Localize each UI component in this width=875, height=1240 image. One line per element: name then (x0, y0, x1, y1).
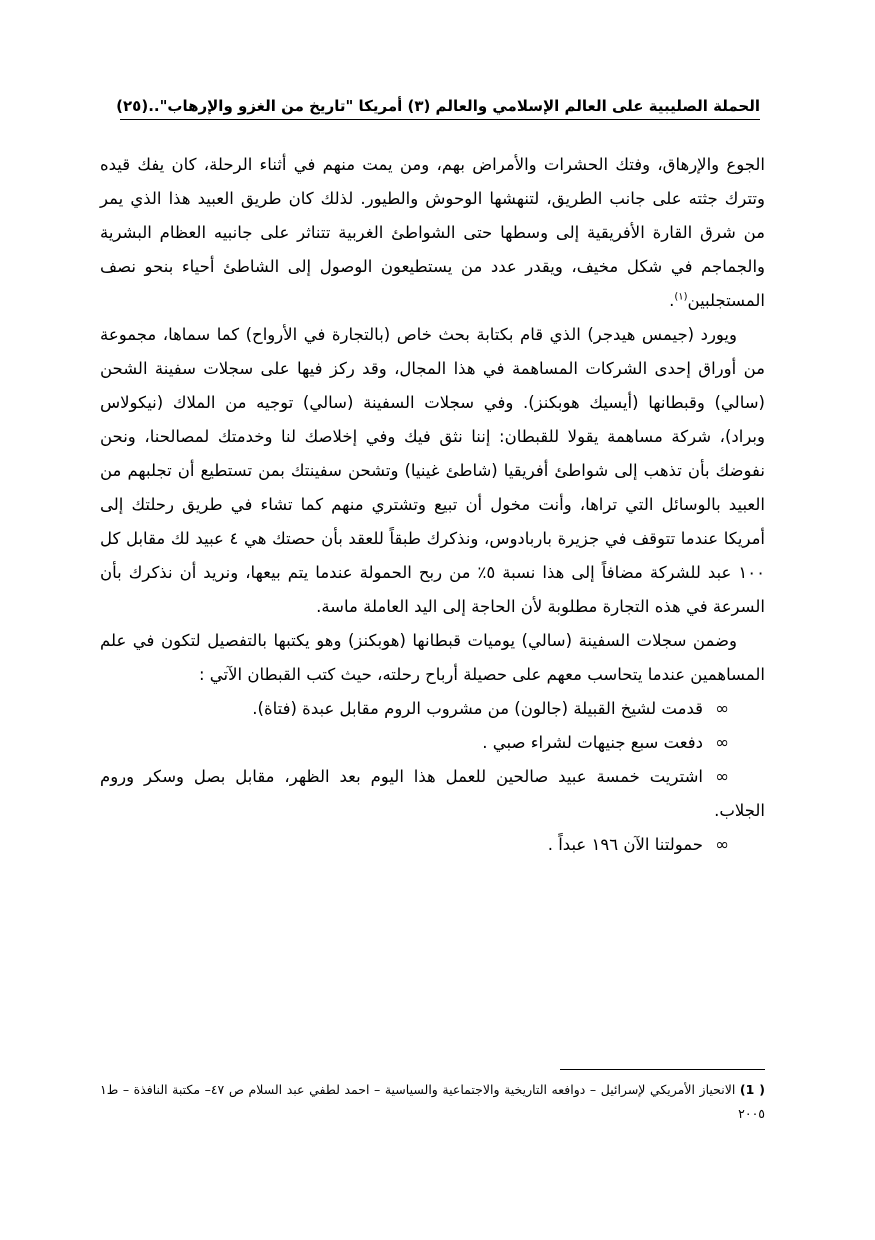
list-item (100, 726, 765, 760)
page-header (116, 90, 760, 120)
infinity-bullet-icon: ∞ (715, 835, 729, 854)
page-number: (٢٥) (116, 97, 149, 115)
footnote-divider (560, 1069, 765, 1070)
main-text (100, 148, 765, 862)
list-item (100, 760, 765, 828)
running-title: الحملة الصليبية على العالم الإسلامي والعالم (٣) أمريكا "تاريخ من الغزو والإرهاب".. (148, 97, 760, 115)
infinity-bullet-icon: ∞ (715, 767, 729, 786)
paragraph: الجوع والإرهاق، وفتك الحشرات والأمراض بهم، ومن يمت منهم في أثناء الرحلة، كان يفك قيده وتترك جثته على جانب الطريق، لتنهشها الوحوش والطيور. لذلك كان طريق العبيد هذا الذي يمر من شرق القارة الأفريقية إلى وسطها حتى الشواطئ الغربية تتناثر على جانبيه العظام البشرية والجماجم في شكل مخيف، ويقدر عدد من يستطيعون الوصول إلى الشاطئ أحياء بنحو نصف المستجلبين$^{(١)}$. (100, 155, 765, 310)
list-item-text: اشتريت خمسة عبيد صالحين للعمل هذا اليوم بعد الظهر، مقابل بصل وسكر وروم الجلاب. (100, 767, 765, 820)
paragraph-text: الجوع والإرهاق، وفتك الحشرات والأمراض بهم، ومن يمت منهم في أثناء الرحلة، كان يفك قيده وتترك جثته على جانب الطريق، لتنهشها الوحوش والطيور. لذلك كان طريق العبيد هذا الذي يمر من شرق القارة الأفريقية إلى وسطها حتى الشواطئ الغربية تتناثر على جانبيه العظام البشرية والجماجم في شكل مخيف، ويقدر عدد من يستطيعون الوصول إلى الشاطئ أحياء بنحو نصف المستجلبين (100, 155, 765, 310)
infinity-bullet-icon: ∞ (715, 733, 729, 752)
footnote-reference[interactable]: (١) (674, 291, 688, 303)
list-item (100, 692, 765, 726)
footnote-marker: ( 1) (739, 1082, 765, 1097)
infinity-bullet-icon: ∞ (715, 699, 729, 718)
list-item-text: قدمت لشيخ القبيلة (جالون) من مشروب الروم مقابل عبدة (فتاة). (252, 699, 703, 718)
footnote (100, 1078, 765, 1126)
list-item-text: حمولتنا الآن ١٩٦ عبداً . (547, 835, 703, 854)
list-item (100, 828, 765, 862)
paragraph: ويورد (جيمس هيدجر) الذي قام بكتابة بحث خاص (بالتجارة في الأرواح) كما سماها، مجموعة من أوراق إحدى الشركات المساهمة في هذا المجال، وقد ركز فيها على سجلات سفينة الشحن (سالي) وقبطانها (أيسيك هوبكنز). وفي سجلات السفينة (سالي) توجيه من الملاك (نيكولاس وبراد)، شركة مساهمة يقولا للقبطان: إننا نثق فيك وفي إخلاصك لنا وخدمتك لمصالحنا، ونحن نفوضك بأن تذهب إلى شواطئ أفريقيا (شاطئ غينيا) وتشحن سفينتك بمن تستطيع أن تجلبهم من العبيد بالوسائل التي تراها، وأنت مخول أن تبيع وتشتري منهم كما تشاء في طريق رحلتك إلى أمريكا عندما تتوقف في جزيرة باربادوس، ونذكرك طبقاً للعقد بأن حصتك هي ٤ عبيد لك مقابل كل ١٠٠ عبد للشركة مضافاً إلى هذا نسبة ٥٪ من ربح الحمولة عندما يتم بيعها، ونريد أن نذكرك بأن السرعة في هذه التجارة مطلوبة لأن الحاجة إلى اليد العاملة ماسة. (100, 325, 765, 616)
footnote-text: الانحياز الأمريكي لإسرائيل – دوافعه التاريخية والاجتماعية والسياسية – احمد لطفي عبد السلام ص ٤٧– مكتبة النافذة – ط١ ٢٠٠٥ (100, 1082, 765, 1121)
paragraph: وضمن سجلات السفينة (سالي) يوميات قبطانها (هوبكنز) وهو يكتبها بالتفصيل لتكون في علم المساهمين عندما يتحاسب معهم على حصيلة أرباح رحلته، حيث كتب القبطان الآتي : (100, 631, 765, 684)
list-item-text: دفعت سبع جنيهات لشراء صبي . (482, 733, 703, 752)
